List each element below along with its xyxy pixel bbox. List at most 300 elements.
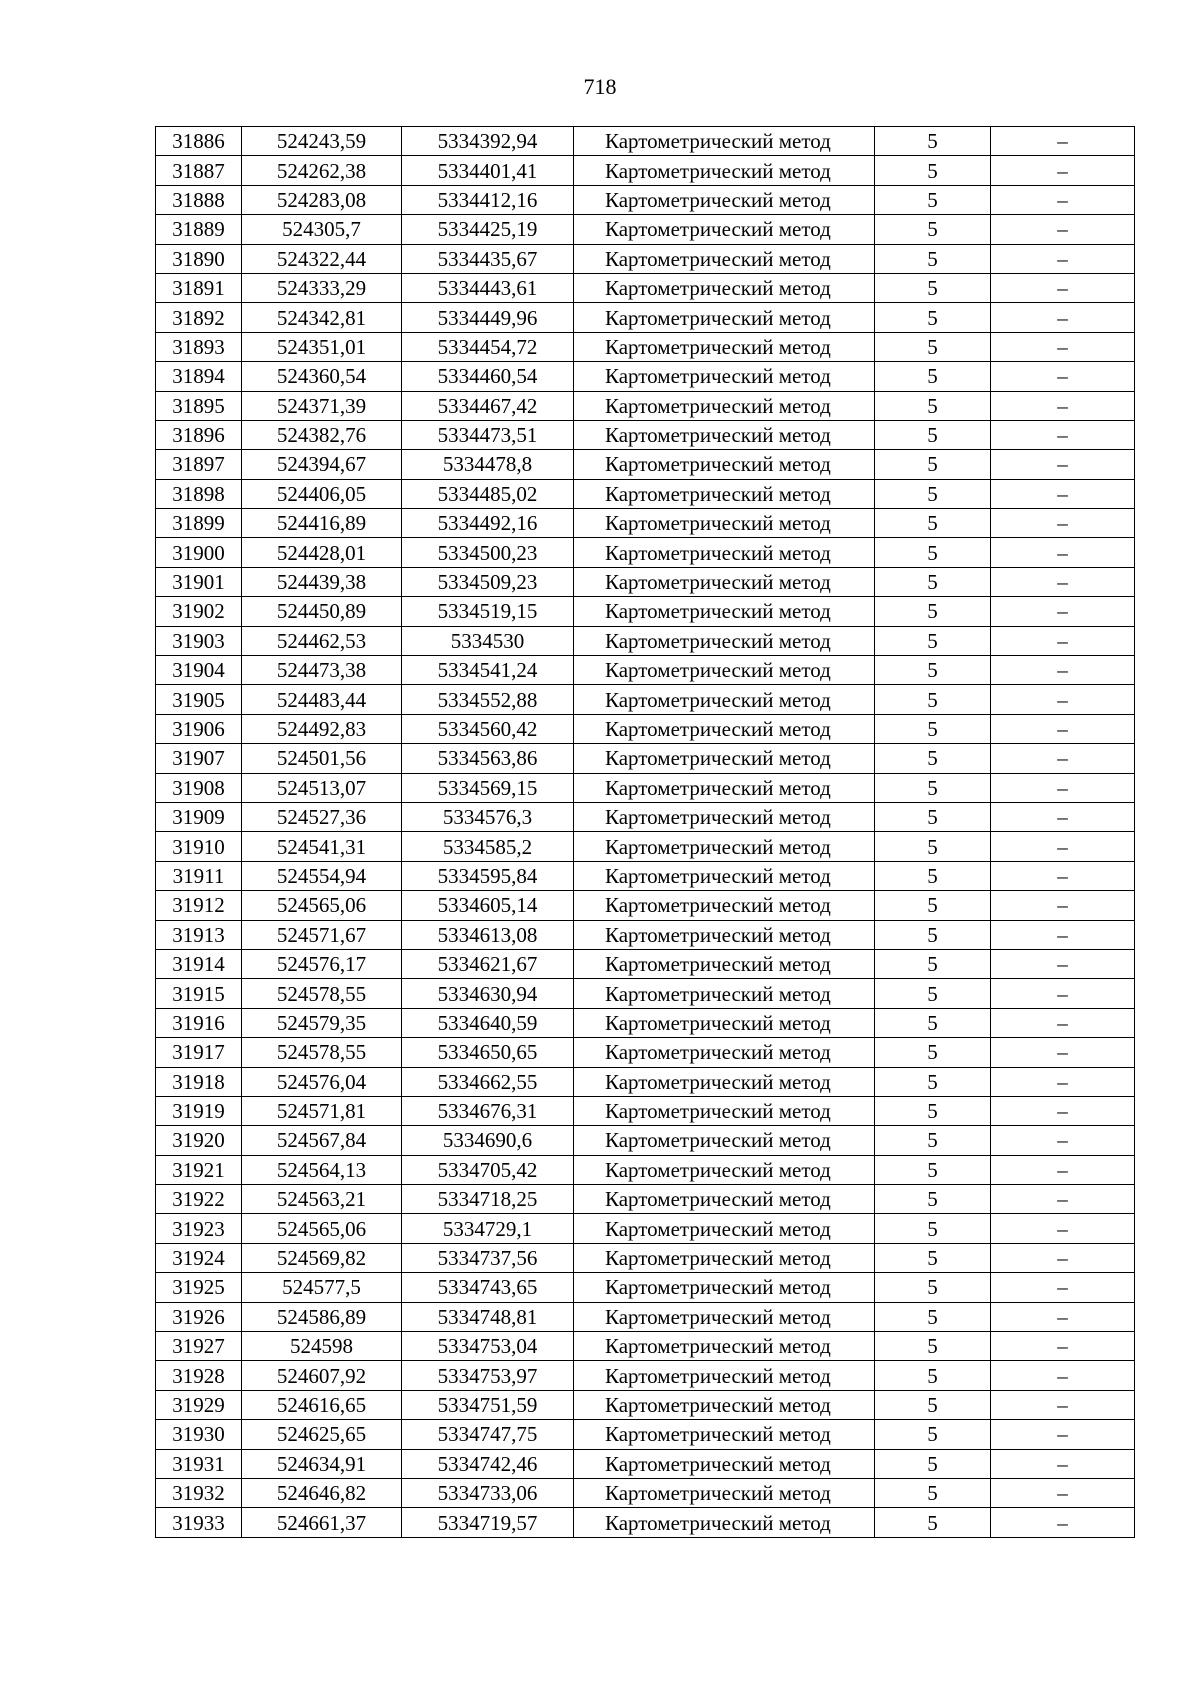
point-number-cell: 31889: [156, 215, 242, 244]
x-coordinate-cell: 524661,37: [242, 1508, 402, 1537]
accuracy-cell: 5: [875, 891, 991, 920]
table-row: [156, 332, 1135, 361]
method-cell: Картометрический метод: [574, 332, 875, 361]
description-cell: –: [991, 420, 1135, 449]
y-coordinate-cell: 5334560,42: [402, 714, 574, 743]
x-coordinate-cell: 524382,76: [242, 420, 402, 449]
x-coordinate-cell: 524565,06: [242, 891, 402, 920]
table-row: [156, 1067, 1135, 1096]
description-cell: –: [991, 244, 1135, 273]
y-coordinate-cell: 5334690,6: [402, 1126, 574, 1155]
description-cell: –: [991, 1332, 1135, 1361]
y-coordinate-cell: 5334467,42: [402, 391, 574, 420]
x-coordinate-cell: 524577,5: [242, 1273, 402, 1302]
accuracy-cell: 5: [875, 597, 991, 626]
x-coordinate-cell: 524483,44: [242, 685, 402, 714]
table-row: [156, 1126, 1135, 1155]
description-cell: –: [991, 1155, 1135, 1184]
y-coordinate-cell: 5334605,14: [402, 891, 574, 920]
point-number-cell: 31921: [156, 1155, 242, 1184]
point-number-cell: 31924: [156, 1243, 242, 1272]
method-cell: Картометрический метод: [574, 597, 875, 626]
table-row: [156, 420, 1135, 449]
method-cell: Картометрический метод: [574, 744, 875, 773]
method-cell: Картометрический метод: [574, 1508, 875, 1537]
table-row: [156, 1390, 1135, 1419]
x-coordinate-cell: 524579,35: [242, 1008, 402, 1037]
accuracy-cell: 5: [875, 156, 991, 185]
x-coordinate-cell: 524462,53: [242, 626, 402, 655]
method-cell: Картометрический метод: [574, 1243, 875, 1272]
accuracy-cell: 5: [875, 420, 991, 449]
x-coordinate-cell: 524428,01: [242, 538, 402, 567]
point-number-cell: 31917: [156, 1038, 242, 1067]
accuracy-cell: 5: [875, 1243, 991, 1272]
description-cell: –: [991, 1096, 1135, 1125]
description-cell: –: [991, 391, 1135, 420]
table-row: [156, 538, 1135, 567]
point-number-cell: 31903: [156, 626, 242, 655]
y-coordinate-cell: 5334425,19: [402, 215, 574, 244]
accuracy-cell: 5: [875, 1155, 991, 1184]
point-number-cell: 31905: [156, 685, 242, 714]
table-row: [156, 1096, 1135, 1125]
accuracy-cell: 5: [875, 861, 991, 890]
y-coordinate-cell: 5334751,59: [402, 1390, 574, 1419]
point-number-cell: 31908: [156, 773, 242, 802]
accuracy-cell: 5: [875, 391, 991, 420]
point-number-cell: 31929: [156, 1390, 242, 1419]
x-coordinate-cell: 524333,29: [242, 273, 402, 302]
x-coordinate-cell: 524501,56: [242, 744, 402, 773]
method-cell: Картометрический метод: [574, 479, 875, 508]
point-number-cell: 31915: [156, 979, 242, 1008]
accuracy-cell: 5: [875, 1126, 991, 1155]
point-number-cell: 31898: [156, 479, 242, 508]
x-coordinate-cell: 524283,08: [242, 185, 402, 214]
method-cell: Картометрический метод: [574, 1390, 875, 1419]
point-number-cell: 31910: [156, 832, 242, 861]
y-coordinate-cell: 5334449,96: [402, 303, 574, 332]
y-coordinate-cell: 5334595,84: [402, 861, 574, 890]
description-cell: –: [991, 891, 1135, 920]
y-coordinate-cell: 5334530: [402, 626, 574, 655]
y-coordinate-cell: 5334662,55: [402, 1067, 574, 1096]
x-coordinate-cell: 524439,38: [242, 567, 402, 596]
y-coordinate-cell: 5334412,16: [402, 185, 574, 214]
table-row: [156, 744, 1135, 773]
method-cell: Картометрический метод: [574, 215, 875, 244]
y-coordinate-cell: 5334500,23: [402, 538, 574, 567]
accuracy-cell: 5: [875, 1185, 991, 1214]
description-cell: –: [991, 1478, 1135, 1507]
method-cell: Картометрический метод: [574, 626, 875, 655]
method-cell: Картометрический метод: [574, 509, 875, 538]
accuracy-cell: 5: [875, 920, 991, 949]
description-cell: –: [991, 773, 1135, 802]
y-coordinate-cell: 5334630,94: [402, 979, 574, 1008]
accuracy-cell: 5: [875, 538, 991, 567]
x-coordinate-cell: 524513,07: [242, 773, 402, 802]
accuracy-cell: 5: [875, 1449, 991, 1478]
x-coordinate-cell: 524625,65: [242, 1420, 402, 1449]
method-cell: Картометрический метод: [574, 920, 875, 949]
table-row: [156, 1185, 1135, 1214]
y-coordinate-cell: 5334563,86: [402, 744, 574, 773]
x-coordinate-cell: 524564,13: [242, 1155, 402, 1184]
accuracy-cell: 5: [875, 215, 991, 244]
accuracy-cell: 5: [875, 1332, 991, 1361]
method-cell: Картометрический метод: [574, 891, 875, 920]
table-row: [156, 1038, 1135, 1067]
description-cell: –: [991, 979, 1135, 1008]
x-coordinate-cell: 524578,55: [242, 1038, 402, 1067]
description-cell: –: [991, 273, 1135, 302]
description-cell: –: [991, 1302, 1135, 1331]
description-cell: –: [991, 949, 1135, 978]
description-cell: –: [991, 1508, 1135, 1537]
description-cell: –: [991, 1008, 1135, 1037]
table-row: [156, 1478, 1135, 1507]
method-cell: Картометрический метод: [574, 156, 875, 185]
x-coordinate-cell: 524322,44: [242, 244, 402, 273]
accuracy-cell: 5: [875, 1478, 991, 1507]
description-cell: –: [991, 1449, 1135, 1478]
method-cell: Картометрический метод: [574, 1332, 875, 1361]
description-cell: –: [991, 832, 1135, 861]
coordinates-table-body: [156, 127, 1135, 1538]
table-row: [156, 891, 1135, 920]
y-coordinate-cell: 5334621,67: [402, 949, 574, 978]
point-number-cell: 31893: [156, 332, 242, 361]
description-cell: –: [991, 538, 1135, 567]
description-cell: –: [991, 303, 1135, 332]
y-coordinate-cell: 5334519,15: [402, 597, 574, 626]
description-cell: –: [991, 567, 1135, 596]
method-cell: Картометрический метод: [574, 362, 875, 391]
method-cell: Картометрический метод: [574, 244, 875, 273]
point-number-cell: 31900: [156, 538, 242, 567]
table-row: [156, 1155, 1135, 1184]
table-row: [156, 215, 1135, 244]
method-cell: Картометрический метод: [574, 656, 875, 685]
y-coordinate-cell: 5334640,59: [402, 1008, 574, 1037]
y-coordinate-cell: 5334747,75: [402, 1420, 574, 1449]
point-number-cell: 31930: [156, 1420, 242, 1449]
x-coordinate-cell: 524243,59: [242, 127, 402, 156]
table-row: [156, 1332, 1135, 1361]
x-coordinate-cell: 524262,38: [242, 156, 402, 185]
method-cell: Картометрический метод: [574, 979, 875, 1008]
table-row: [156, 1508, 1135, 1537]
table-row: [156, 1449, 1135, 1478]
method-cell: Картометрический метод: [574, 1155, 875, 1184]
x-coordinate-cell: 524305,7: [242, 215, 402, 244]
accuracy-cell: 5: [875, 185, 991, 214]
description-cell: –: [991, 1214, 1135, 1243]
method-cell: Картометрический метод: [574, 127, 875, 156]
x-coordinate-cell: 524394,67: [242, 450, 402, 479]
y-coordinate-cell: 5334650,65: [402, 1038, 574, 1067]
description-cell: –: [991, 479, 1135, 508]
point-number-cell: 31890: [156, 244, 242, 273]
table-row: [156, 656, 1135, 685]
point-number-cell: 31923: [156, 1214, 242, 1243]
accuracy-cell: 5: [875, 1390, 991, 1419]
point-number-cell: 31895: [156, 391, 242, 420]
x-coordinate-cell: 524576,17: [242, 949, 402, 978]
accuracy-cell: 5: [875, 244, 991, 273]
method-cell: Картометрический метод: [574, 1302, 875, 1331]
description-cell: –: [991, 685, 1135, 714]
point-number-cell: 31918: [156, 1067, 242, 1096]
table-row: [156, 1302, 1135, 1331]
y-coordinate-cell: 5334753,04: [402, 1332, 574, 1361]
y-coordinate-cell: 5334485,02: [402, 479, 574, 508]
table-row: [156, 626, 1135, 655]
accuracy-cell: 5: [875, 744, 991, 773]
point-number-cell: 31914: [156, 949, 242, 978]
page-number: 718: [583, 74, 617, 99]
method-cell: Картометрический метод: [574, 1185, 875, 1214]
y-coordinate-cell: 5334492,16: [402, 509, 574, 538]
x-coordinate-cell: 524541,31: [242, 832, 402, 861]
y-coordinate-cell: 5334576,3: [402, 802, 574, 831]
description-cell: –: [991, 656, 1135, 685]
x-coordinate-cell: 524586,89: [242, 1302, 402, 1331]
accuracy-cell: 5: [875, 450, 991, 479]
accuracy-cell: 5: [875, 362, 991, 391]
description-cell: –: [991, 1126, 1135, 1155]
accuracy-cell: 5: [875, 127, 991, 156]
accuracy-cell: 5: [875, 303, 991, 332]
point-number-cell: 31888: [156, 185, 242, 214]
point-number-cell: 31913: [156, 920, 242, 949]
table-row: [156, 1361, 1135, 1390]
table-row: [156, 391, 1135, 420]
method-cell: Картометрический метод: [574, 714, 875, 743]
y-coordinate-cell: 5334718,25: [402, 1185, 574, 1214]
table-row: [156, 597, 1135, 626]
accuracy-cell: 5: [875, 979, 991, 1008]
point-number-cell: 31897: [156, 450, 242, 479]
table-row: [156, 244, 1135, 273]
accuracy-cell: 5: [875, 479, 991, 508]
x-coordinate-cell: 524578,55: [242, 979, 402, 1008]
accuracy-cell: 5: [875, 1038, 991, 1067]
method-cell: Картометрический метод: [574, 1096, 875, 1125]
x-coordinate-cell: 524342,81: [242, 303, 402, 332]
x-coordinate-cell: 524598: [242, 1332, 402, 1361]
method-cell: Картометрический метод: [574, 1361, 875, 1390]
x-coordinate-cell: 524492,83: [242, 714, 402, 743]
x-coordinate-cell: 524567,84: [242, 1126, 402, 1155]
y-coordinate-cell: 5334443,61: [402, 273, 574, 302]
point-number-cell: 31927: [156, 1332, 242, 1361]
y-coordinate-cell: 5334473,51: [402, 420, 574, 449]
x-coordinate-cell: 524473,38: [242, 656, 402, 685]
description-cell: –: [991, 185, 1135, 214]
description-cell: –: [991, 156, 1135, 185]
description-cell: –: [991, 1038, 1135, 1067]
description-cell: –: [991, 1243, 1135, 1272]
y-coordinate-cell: 5334541,24: [402, 656, 574, 685]
description-cell: –: [991, 1420, 1135, 1449]
method-cell: Картометрический метод: [574, 1067, 875, 1096]
point-number-cell: 31896: [156, 420, 242, 449]
description-cell: –: [991, 920, 1135, 949]
method-cell: Картометрический метод: [574, 1420, 875, 1449]
point-number-cell: 31901: [156, 567, 242, 596]
description-cell: –: [991, 1361, 1135, 1390]
accuracy-cell: 5: [875, 773, 991, 802]
x-coordinate-cell: 524634,91: [242, 1449, 402, 1478]
x-coordinate-cell: 524569,82: [242, 1243, 402, 1272]
method-cell: Картометрический метод: [574, 861, 875, 890]
table-row: [156, 127, 1135, 156]
accuracy-cell: 5: [875, 1302, 991, 1331]
y-coordinate-cell: 5334705,42: [402, 1155, 574, 1184]
accuracy-cell: 5: [875, 1273, 991, 1302]
y-coordinate-cell: 5334454,72: [402, 332, 574, 361]
x-coordinate-cell: 524554,94: [242, 861, 402, 890]
description-cell: –: [991, 1273, 1135, 1302]
description-cell: –: [991, 626, 1135, 655]
x-coordinate-cell: 524607,92: [242, 1361, 402, 1390]
table-row: [156, 949, 1135, 978]
table-row: [156, 832, 1135, 861]
point-number-cell: 31886: [156, 127, 242, 156]
point-number-cell: 31912: [156, 891, 242, 920]
accuracy-cell: 5: [875, 1214, 991, 1243]
point-number-cell: 31887: [156, 156, 242, 185]
y-coordinate-cell: 5334392,94: [402, 127, 574, 156]
accuracy-cell: 5: [875, 685, 991, 714]
y-coordinate-cell: 5334509,23: [402, 567, 574, 596]
accuracy-cell: 5: [875, 1508, 991, 1537]
coordinates-table: [155, 126, 1135, 1538]
method-cell: Картометрический метод: [574, 1126, 875, 1155]
description-cell: –: [991, 861, 1135, 890]
method-cell: Картометрический метод: [574, 1449, 875, 1478]
point-number-cell: 31899: [156, 509, 242, 538]
y-coordinate-cell: 5334585,2: [402, 832, 574, 861]
method-cell: Картометрический метод: [574, 1038, 875, 1067]
method-cell: Картометрический метод: [574, 567, 875, 596]
description-cell: –: [991, 597, 1135, 626]
method-cell: Картометрический метод: [574, 773, 875, 802]
y-coordinate-cell: 5334737,56: [402, 1243, 574, 1272]
method-cell: Картометрический метод: [574, 538, 875, 567]
x-coordinate-cell: 524565,06: [242, 1214, 402, 1243]
point-number-cell: 31919: [156, 1096, 242, 1125]
method-cell: Картометрический метод: [574, 949, 875, 978]
y-coordinate-cell: 5334753,97: [402, 1361, 574, 1390]
point-number-cell: 31911: [156, 861, 242, 890]
point-number-cell: 31926: [156, 1302, 242, 1331]
y-coordinate-cell: 5334460,54: [402, 362, 574, 391]
y-coordinate-cell: 5334676,31: [402, 1096, 574, 1125]
description-cell: –: [991, 450, 1135, 479]
point-number-cell: 31904: [156, 656, 242, 685]
table-row: [156, 479, 1135, 508]
method-cell: Картометрический метод: [574, 303, 875, 332]
table-row: [156, 714, 1135, 743]
table-row: [156, 1273, 1135, 1302]
accuracy-cell: 5: [875, 509, 991, 538]
table-row: [156, 979, 1135, 1008]
method-cell: Картометрический метод: [574, 273, 875, 302]
y-coordinate-cell: 5334401,41: [402, 156, 574, 185]
x-coordinate-cell: 524351,01: [242, 332, 402, 361]
table-row: [156, 1214, 1135, 1243]
point-number-cell: 31902: [156, 597, 242, 626]
method-cell: Картометрический метод: [574, 832, 875, 861]
x-coordinate-cell: 524360,54: [242, 362, 402, 391]
table-row: [156, 362, 1135, 391]
y-coordinate-cell: 5334719,57: [402, 1508, 574, 1537]
table-row: [156, 567, 1135, 596]
y-coordinate-cell: 5334552,88: [402, 685, 574, 714]
point-number-cell: 31907: [156, 744, 242, 773]
accuracy-cell: 5: [875, 273, 991, 302]
point-number-cell: 31891: [156, 273, 242, 302]
accuracy-cell: 5: [875, 1008, 991, 1037]
description-cell: –: [991, 215, 1135, 244]
y-coordinate-cell: 5334729,1: [402, 1214, 574, 1243]
method-cell: Картометрический метод: [574, 1214, 875, 1243]
accuracy-cell: 5: [875, 656, 991, 685]
table-row: [156, 861, 1135, 890]
accuracy-cell: 5: [875, 1067, 991, 1096]
point-number-cell: 31925: [156, 1273, 242, 1302]
method-cell: Картометрический метод: [574, 185, 875, 214]
x-coordinate-cell: 524563,21: [242, 1185, 402, 1214]
x-coordinate-cell: 524406,05: [242, 479, 402, 508]
method-cell: Картометрический метод: [574, 802, 875, 831]
description-cell: –: [991, 1067, 1135, 1096]
method-cell: Картометрический метод: [574, 391, 875, 420]
accuracy-cell: 5: [875, 626, 991, 655]
y-coordinate-cell: 5334742,46: [402, 1449, 574, 1478]
table-row: [156, 1420, 1135, 1449]
description-cell: –: [991, 509, 1135, 538]
x-coordinate-cell: 524571,81: [242, 1096, 402, 1125]
accuracy-cell: 5: [875, 1420, 991, 1449]
method-cell: Картометрический метод: [574, 685, 875, 714]
point-number-cell: 31931: [156, 1449, 242, 1478]
x-coordinate-cell: 524527,36: [242, 802, 402, 831]
point-number-cell: 31916: [156, 1008, 242, 1037]
x-coordinate-cell: 524416,89: [242, 509, 402, 538]
y-coordinate-cell: 5334733,06: [402, 1478, 574, 1507]
table-row: [156, 685, 1135, 714]
accuracy-cell: 5: [875, 1361, 991, 1390]
method-cell: Картометрический метод: [574, 450, 875, 479]
table-row: [156, 773, 1135, 802]
x-coordinate-cell: 524576,04: [242, 1067, 402, 1096]
table-row: [156, 273, 1135, 302]
description-cell: –: [991, 744, 1135, 773]
point-number-cell: 31922: [156, 1185, 242, 1214]
x-coordinate-cell: 524616,65: [242, 1390, 402, 1419]
y-coordinate-cell: 5334478,8: [402, 450, 574, 479]
point-number-cell: 31920: [156, 1126, 242, 1155]
table-row: [156, 450, 1135, 479]
table-row: [156, 303, 1135, 332]
x-coordinate-cell: 524571,67: [242, 920, 402, 949]
table-row: [156, 156, 1135, 185]
